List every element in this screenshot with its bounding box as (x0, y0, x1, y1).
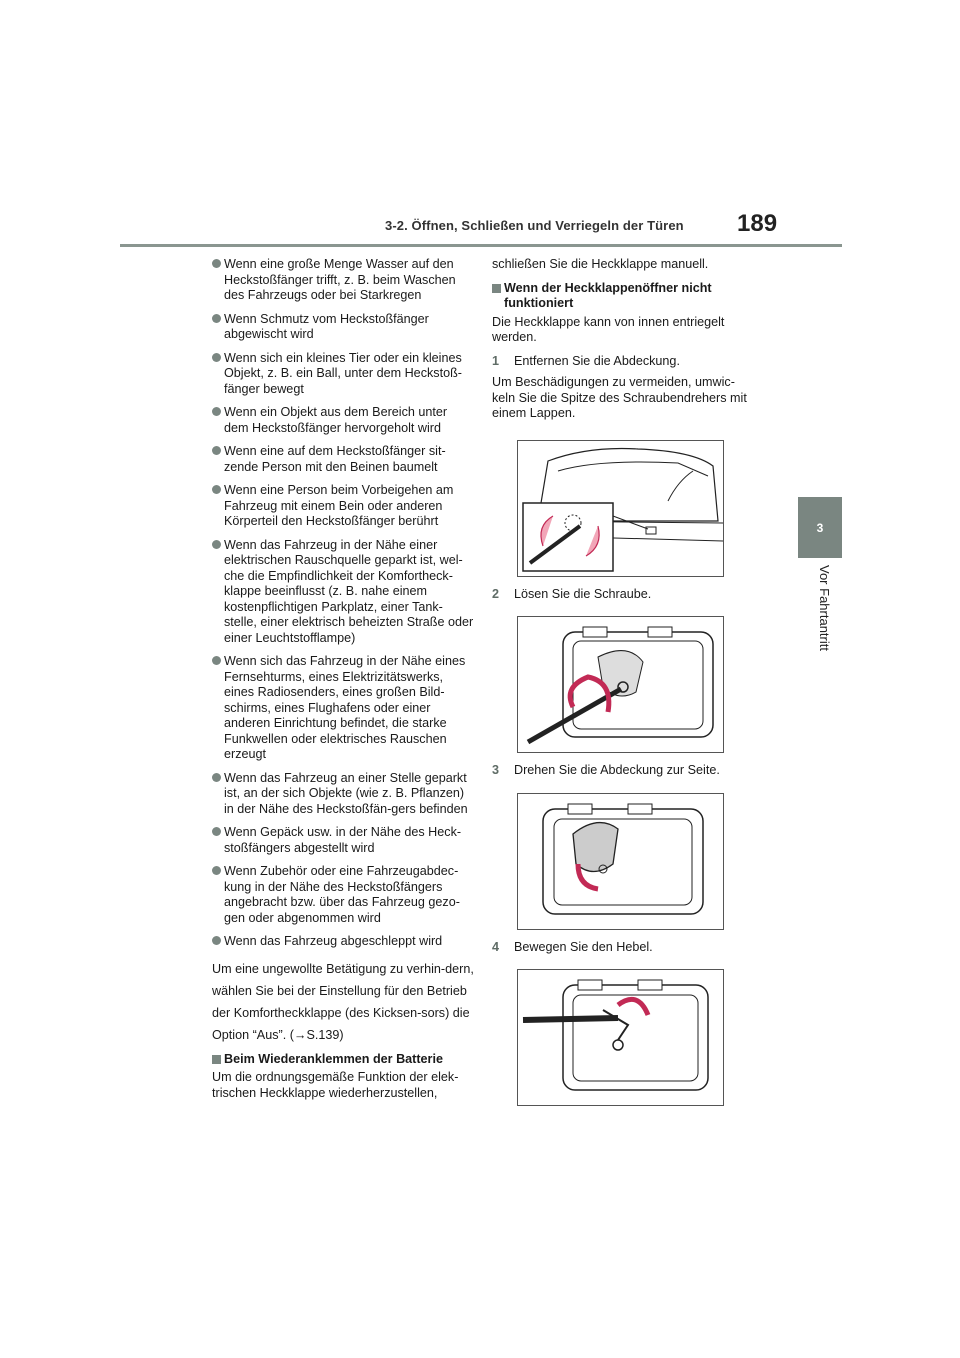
page-number: 189 (737, 210, 778, 237)
bullet-item: Wenn das Fahrzeug in der Nähe einer elektrischen Rauschquelle geparkt ist, wel-che die Empfindlichkeit der Komfortheck-klappe beeinflusst (z. B. nahe einem kostenpflichtigen Parkplatz, einer Tank-stelle, einer elektrisch beheizten Straße oder einer Leuchtstofflampe) (212, 538, 474, 647)
step-text: Drehen Sie die Abdeckung zur Seite. (514, 763, 720, 777)
bullet-item: Wenn eine auf dem Heckstoßfänger sit-zende Person mit den Beinen baumelt (212, 444, 474, 475)
lever-illustration (518, 970, 723, 1105)
bullet-item: Wenn eine große Menge Wasser auf den Heckstoßfänger trifft, z. B. beim Waschen des Fahrzeugs oder bei Starkregen (212, 257, 474, 304)
rotate-arrow-icon (618, 999, 648, 1015)
step-4 (492, 940, 754, 956)
bullet-icon (212, 540, 221, 549)
left-column (212, 257, 474, 1109)
bullet-icon (212, 866, 221, 875)
step-number: 2 (492, 586, 500, 601)
opener-heading: Wenn der Heckklappenöffner nicht funktioniert (492, 281, 754, 312)
step-3 (492, 763, 754, 779)
step-text: Lösen Sie die Schraube. (514, 586, 652, 601)
step-text: Bewegen Sie den Hebel. (514, 939, 653, 954)
bullet-item: Wenn Schmutz vom Heckstoßfänger abgewischt wird (212, 312, 474, 343)
chapter-tab[interactable] (798, 497, 842, 558)
step-number: 1 (492, 353, 500, 368)
bullet-icon (212, 656, 221, 665)
bullet-icon (212, 407, 221, 416)
battery-continued: schließen Sie die Heckklappe manuell. (492, 257, 709, 271)
bullet-icon (212, 446, 221, 455)
bullet-item: Wenn das Fahrzeug abgeschleppt wird (212, 934, 474, 950)
step-number: 4 (492, 939, 500, 954)
bullet-item: Wenn ein Objekt aus dem Bereich unter dem Heckstoßfänger hervorgeholt wird (212, 405, 474, 436)
right-column (492, 257, 754, 1106)
cover-illustration (518, 794, 723, 929)
step1-note: Um Beschädigungen zu vermeiden, umwic-keln Sie die Spitze des Schraubendrehers mit einem Lappen. (492, 375, 747, 420)
tailgate-illustration (518, 441, 723, 576)
figure-loosen-screw (517, 616, 724, 753)
bullet-icon (212, 827, 221, 836)
bullet-icon (212, 936, 221, 945)
bullet-item: Wenn eine Person beim Vorbeigehen am Fahrzeug mit einem Bein oder anderen Körperteil den Heckstoßfänger berührt (212, 483, 474, 530)
figure-remove-cover (517, 440, 724, 577)
square-bullet-icon (212, 1055, 221, 1064)
step-1 (492, 354, 754, 370)
bullet-icon (212, 485, 221, 494)
step-text: Entfernen Sie die Abdeckung. (514, 353, 680, 368)
bullet-icon (212, 259, 221, 268)
battery-paragraph: Um die ordnungsgemäße Funktion der elek-trischen Heckklappe wiederherzustellen, (212, 1070, 459, 1100)
figure-move-lever (517, 969, 724, 1106)
step-2 (492, 587, 754, 603)
square-bullet-icon (492, 284, 501, 293)
bullet-item: Wenn sich das Fahrzeug in der Nähe eines Fernsehturms, eines Elektrizitätswerks, eines Radiosenders, eines großen Bild-schirms, eines Flughafens oder einer anderen Einrichtung befindet, die starke Funkwellen oder elektrisches Rauschen erzeugt (212, 654, 474, 763)
battery-heading: Beim Wiederanklemmen der Batterie (212, 1052, 474, 1068)
figure-rotate-cover (517, 793, 724, 930)
step-number: 3 (492, 763, 500, 777)
chapter-label: Vor Fahrtantritt (817, 565, 832, 651)
bullet-icon (212, 353, 221, 362)
opener-intro: Die Heckklappe kann von innen entriegelt werden. (492, 314, 725, 344)
screw-illustration (518, 617, 723, 752)
bullet-item: Wenn Zubehör oder eine Fahrzeugabdec-kung in der Nähe des Heckstoßfängers angebracht bzw. über das Fahrzeug gezo-gen oder abgenommen wird (212, 864, 474, 926)
bullet-icon (212, 314, 221, 323)
chapter-number: 3 (816, 520, 824, 535)
bullet-item: Wenn das Fahrzeug an einer Stelle geparkt ist, an der sich Objekte (wie z. B. Pflanzen) in der Nähe des Heckstoßfän-gers befinden (212, 771, 474, 818)
header-divider (120, 244, 842, 247)
section-title: 3-2. Öffnen, Schließen und Verriegeln der Türen (385, 218, 684, 233)
bullet-icon (212, 773, 221, 782)
closing-paragraph: Um eine ungewollte Betätigung zu verhin-dern, wählen Sie bei der Einstellung für den Betrieb der Komfortheckklappe (des Kicksen-sors) die Option “Aus”. (→S.139) (212, 961, 474, 1042)
bullet-item: Wenn Gepäck usw. in der Nähe des Heck-stoßfängers abgestellt wird (212, 825, 474, 856)
bullet-item: Wenn sich ein kleines Tier oder ein kleines Objekt, z. B. ein Ball, unter dem Heckstoß-fänger bewegt (212, 351, 474, 398)
